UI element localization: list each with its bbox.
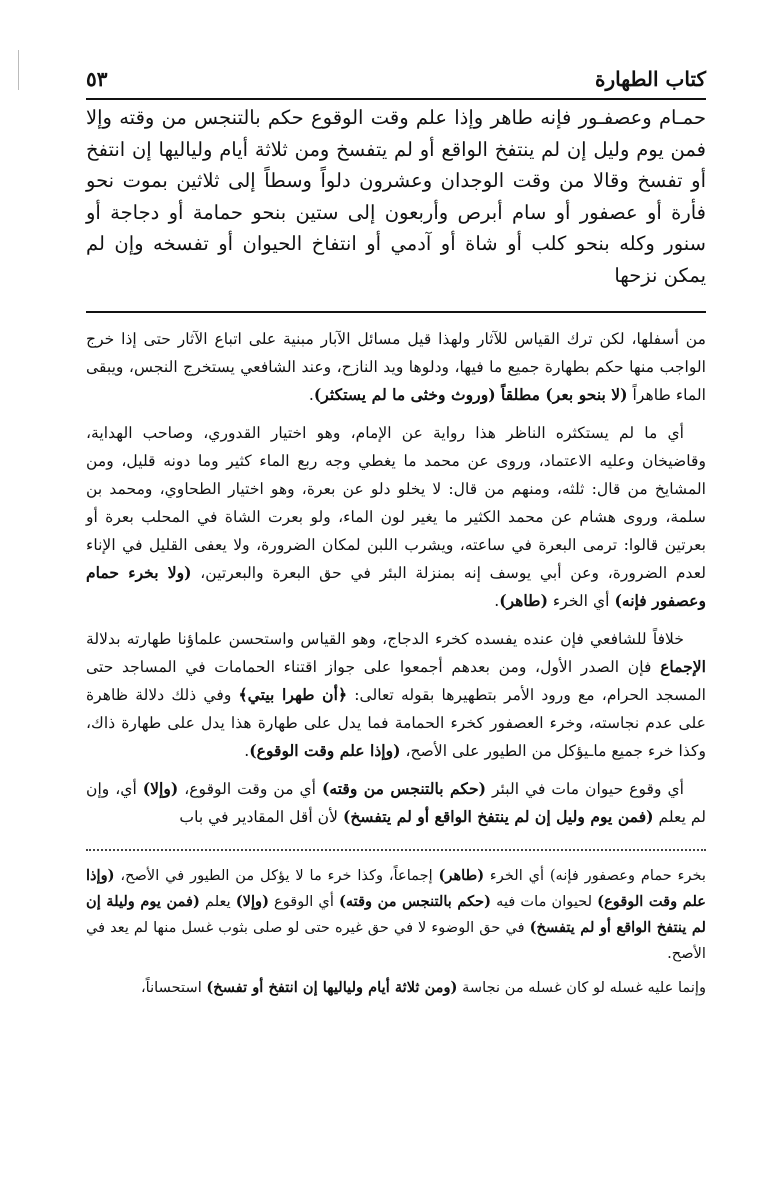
commentary [86,325,706,831]
footnote-separator [86,849,706,851]
quoted-matn: (ولا بخرء حمام وعصفور فإنه) [86,563,706,610]
commentary-text: . [308,386,314,404]
footnote-text: أي الوقوع [268,893,339,910]
quoted-matn: (طاهر) [438,867,485,884]
footnote-text: لحيوان مات فيه [491,893,598,910]
quoted-matn: (وإلا) [142,779,179,798]
commentary-text: أي من وقت الوقوع، [178,780,322,798]
commentary-text: أي وقوع حيوان مات في البئر [486,780,684,798]
page-number: ٥٣ [86,67,108,91]
quoted-matn: (لا بنحو بعر) مطلقاً (وروث وخثى ما لم يستكثر) [313,385,628,404]
footnote-text: استحساناً، [140,979,207,996]
commentary-text: من أسفلها، لكن ترك القياس للآثار ولهذا قيل مسائل الآبار مبنية على اتباع الآثار حتى إذا خرج الواجب منها حكم بطهارة جميع ما فيها، ودلوها ويد النازح، وعند الشافعي يستخرج النجس، ويبقى الماء طاهراً [86,330,706,404]
commentary-text: فإن الصدر الأول، ومن بعدهم أجمعوا على جواز اقتناء الحمامات في المساجد حتى المسجد الحرام، مع ورود الأمر بتطهيرها بقوله تعالى: [86,658,706,704]
footnote-paragraph-2 [86,975,706,1001]
quoted-matn: (ومن ثلاثة أيام ولياليها إن انتفخ أو تفسخ) [206,979,458,996]
quoted-matn: (وإذا علم وقت الوقوع) [86,867,706,910]
footnote-text: بخرء حمام وعصفور فإنه) أي الخرء [484,867,706,884]
book-page [86,62,706,1009]
commentary-text: أي الخرء [547,592,615,610]
commentary-text: وفي ذلك دلالة ظاهرة على عدم نجاسته، وخرء العصفور كخرء الحمامة فما يدل على طهارة هذا يدل على طهارة ذاك، وكذا خرء جميع ماـيؤكل من الطيور على الأصح، [86,686,706,760]
quoted-matn: (فمن يوم وليل إن لم ينتفخ الواقع أو لم يتفسخ) [342,807,654,826]
commentary-text: لأن أقل المقادير في باب [179,808,343,826]
page-edge-mark [18,50,19,90]
footnote-commentary [86,863,706,1001]
commentary-paragraph-3 [86,625,706,765]
main-text-paragraph: حمـام وعصفـور فإنه طاهر وإذا علم وقت الوقوع حكم بالتنجس من وقته وإلا فمن يوم وليل إن لم ينتفخ الواقع أو لم يتفسخ ومن ثلاثة أيام ولياليها إن انتفخ أو تفسخ وقالا من وقت الوجدان وعشرون دلواً وسطاً إلى ثلاثين بموت نحو فأرة أو عصفور أو سام أبرص وأربعون إلى ستين بنحو حمامة أو دجاجة أو سنور وكله بنحو كلب أو شاة أو آدمي أو انتفاخ الحيوان أو تفسخه وإن لم يمكن نزحها [86,106,706,287]
footnote-text: وإنما عليه غسله لو كان غسله من نجاسة [457,979,706,996]
footnote-text: في حق الوضوء لا في حق غيره حتى لو صلى بثوب غسل منها لم يعد في الأصح. [86,919,706,962]
commentary-paragraph-4 [86,775,706,831]
commentary-paragraph-2 [86,419,706,615]
quoted-matn: (حكم بالتنجس من وقته) [321,779,487,798]
footnote-text: يعلم [199,893,236,910]
footnote-text: إجماعاً، وكذا خرء ما لا يؤكل من الطيور في الأصح، [114,867,439,884]
commentary-text: . [244,742,250,760]
main-text [86,102,706,291]
footnote-paragraph-1 [86,863,706,967]
quoted-matn: (طاهر) [499,591,548,610]
quran-quote: ﴿أن طهرا بيتي﴾ [238,685,348,704]
running-header [86,62,706,100]
quoted-matn: (وإذا علم وقت الوقوع) [249,741,401,760]
commentary-paragraph-1 [86,325,706,409]
commentary-text: . [494,592,500,610]
emphasis-term: الإجماع [660,657,706,676]
commentary-text: أي ما لم يستكثره الناظر هذا رواية عن الإمام، وهو اختيار القدوري، وصاحب الهداية، وقاضيخان وعليه الاعتماد، وروى عن محمد ما يغطي وجه ربع الماء كثير وما دونه قليل، ومن المشايخ من قال: ثلثه، ومنهم من قال: لا يخلو دلو عن بعرة، وهو اختيار الطحاوي، ومحمد بن سلمة، وروى هشام عن محمد الكثير ما يغير لون الماء، ولو بعرت الشاة في المحلب بعرة أو بعرتين قالوا: ترمى البعرة في ساعته، ويشرب اللبن لمكان الضرورة، ولا يعفى القليل في الإناء لعدم الضرورة، وعن أبي يوسف إنه بمنزلة البئر في حق البعرة والبعرتين، [86,424,706,582]
quoted-matn: (حكم بالتنجس من وقته) [338,893,492,910]
quoted-matn: (فمن يوم وليلة إن لم ينتفخ الواقع أو لم يتفسخ) [86,893,706,936]
commentary-text: أي، وإن لم يعلم [86,780,706,826]
matn-separator [86,311,706,313]
commentary-text: خلافاً للشافعي فإن عنده يفسده كخرء الدجاج، وهو القياس واستحسن علماؤنا طهارته بدلالة [86,630,684,648]
chapter-title: كتاب الطهارة [595,67,706,91]
quoted-matn: (وإلا) [235,893,269,910]
